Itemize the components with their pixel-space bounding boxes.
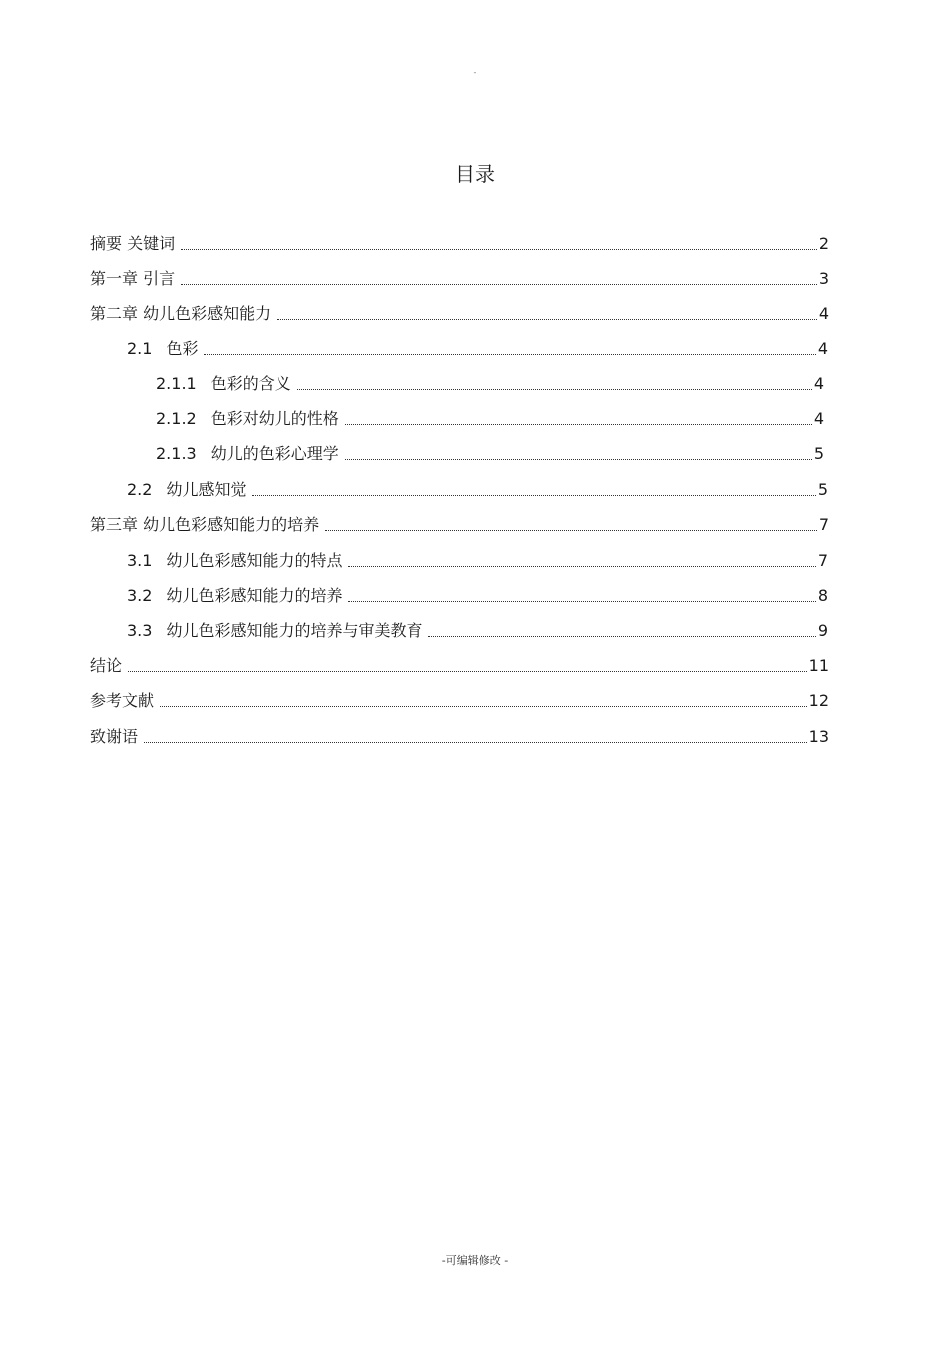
toc-section-title: 色彩的含义 (210, 374, 291, 393)
toc-section-title: 色彩对幼儿的性格 (210, 409, 339, 428)
toc-entry-2-1-3[interactable] (156, 439, 824, 465)
toc-entry-label (156, 408, 345, 430)
toc-title: 目录 (455, 162, 495, 186)
toc-entry-label (127, 338, 204, 360)
toc-entry-2-1-2[interactable] (156, 404, 824, 430)
toc-dot-leader (181, 248, 817, 250)
toc-entry-label (156, 443, 345, 465)
toc-section-number: 2.2 (127, 480, 153, 499)
toc-entry-3-1[interactable] (127, 546, 828, 572)
toc-dot-leader (348, 565, 815, 567)
toc-page-number: 13 (808, 727, 829, 746)
toc-dot-leader (325, 529, 817, 531)
toc-entry-label (127, 585, 348, 607)
toc-dot-leader (204, 353, 815, 355)
toc-section-title: 幼儿色彩感知能力的培养与审美教育 (166, 621, 423, 640)
header-mark: - (473, 68, 477, 77)
toc-page-number: 4 (817, 339, 828, 358)
toc-entry-label: 第三章 幼儿色彩感知能力的培养 (90, 515, 320, 534)
toc-page-number: 3 (818, 269, 829, 288)
toc-dot-leader (345, 458, 812, 460)
toc-dot-leader (345, 423, 812, 425)
toc-entry-2-1-1[interactable] (156, 369, 824, 395)
toc-section-number: 3.2 (127, 586, 153, 605)
toc-section-title: 幼儿色彩感知能力的特点 (166, 551, 343, 570)
toc-section-title: 色彩 (166, 339, 199, 358)
toc-entry-2-1[interactable] (127, 334, 828, 360)
toc-entry-chapter-1[interactable] (90, 264, 829, 290)
toc-entry-label (127, 620, 428, 642)
toc-entry-label: 结论 (90, 656, 123, 675)
toc-entry-label (127, 550, 348, 572)
toc-entry-label: 摘要 关键词 (90, 234, 176, 253)
toc-page-number: 7 (817, 551, 828, 570)
toc-page-number: 2 (818, 234, 829, 253)
toc-entry-chapter-2[interactable] (90, 299, 829, 325)
toc-page-number: 7 (818, 515, 829, 534)
toc-section-number: 3.1 (127, 551, 153, 570)
toc-page-number: 8 (817, 586, 828, 605)
toc-dot-leader (144, 741, 807, 743)
toc-dot-leader (252, 494, 815, 496)
toc-section-number: 2.1.3 (156, 444, 197, 463)
toc-entry-3-3[interactable] (127, 616, 828, 642)
toc-page-number: 5 (813, 444, 824, 463)
toc-page-number: 9 (817, 621, 828, 640)
toc-section-number: 3.3 (127, 621, 153, 640)
toc-section-number: 2.1.2 (156, 409, 197, 428)
toc-entry-label: 参考文献 (90, 691, 155, 710)
toc-entry-label (127, 479, 252, 501)
toc-section-number: 2.1 (127, 339, 153, 358)
toc-page-number: 4 (813, 409, 824, 428)
toc-section-number: 2.1.1 (156, 374, 197, 393)
toc-section-title: 幼儿色彩感知能力的培养 (166, 586, 343, 605)
toc-dot-leader (348, 600, 815, 602)
toc-entry-label (156, 373, 297, 395)
toc-entry-label: 第二章 幼儿色彩感知能力 (90, 304, 272, 323)
toc-page-number: 4 (818, 304, 829, 323)
toc-section-title: 幼儿感知觉 (166, 480, 247, 499)
toc-entry-3-2[interactable] (127, 581, 828, 607)
toc-entry-chapter-3[interactable] (90, 510, 829, 536)
toc-entry-label: 致谢语 (90, 727, 139, 746)
toc-entry-references[interactable] (90, 686, 829, 712)
toc-dot-leader (428, 635, 815, 637)
toc-page-number: 12 (808, 691, 829, 710)
toc-page-number: 5 (817, 480, 828, 499)
toc-page-number: 11 (808, 656, 829, 675)
toc-section-title: 幼儿的色彩心理学 (210, 444, 339, 463)
toc-entry-acknowledgements[interactable] (90, 722, 829, 748)
toc-dot-leader (128, 670, 807, 672)
toc-dot-leader (160, 705, 807, 707)
toc-dot-leader (297, 388, 812, 390)
toc-entry-conclusion[interactable] (90, 651, 829, 677)
toc-entry-label: 第一章 引言 (90, 269, 176, 288)
toc-page-number: 4 (813, 374, 824, 393)
toc-dot-leader (181, 283, 817, 285)
toc-entry-abstract[interactable] (90, 229, 829, 255)
toc-entry-2-2[interactable] (127, 475, 828, 501)
toc-dot-leader (277, 318, 817, 320)
page-footer: -可编辑修改 - (441, 1254, 509, 1267)
